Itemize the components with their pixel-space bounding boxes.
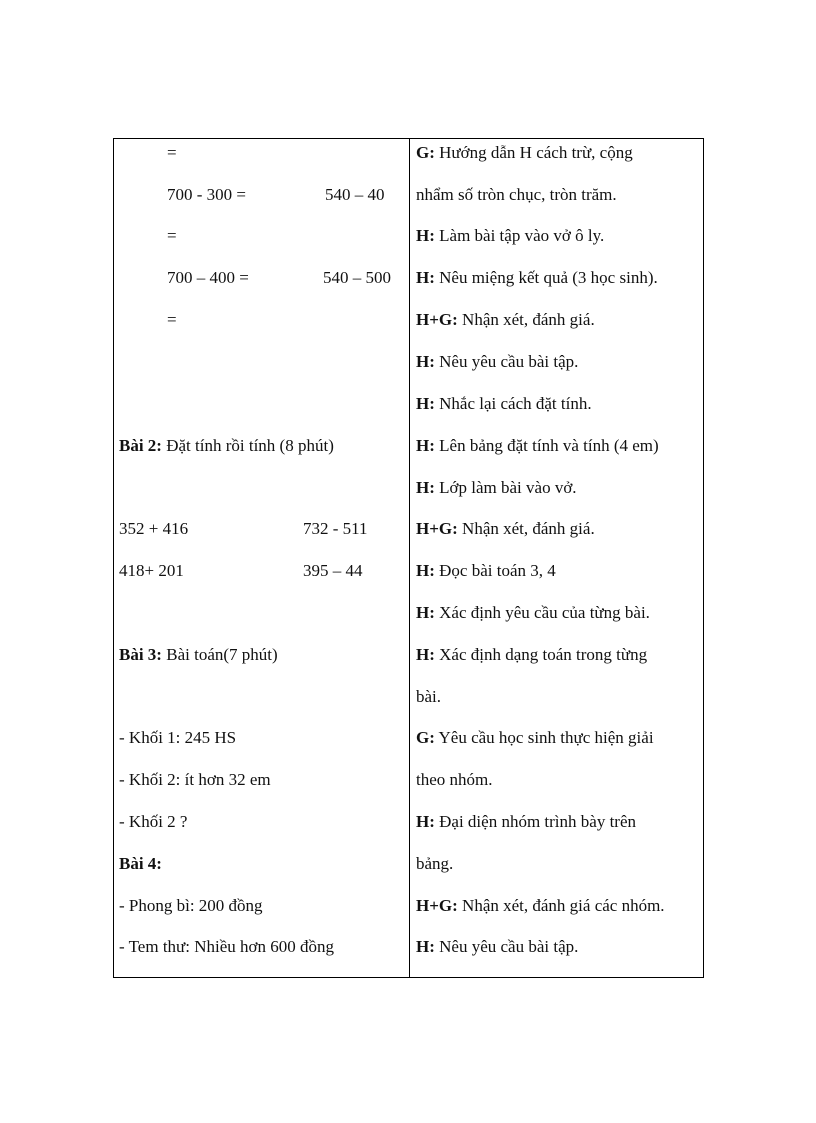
activity-text: Nhận xét, đánh giá. xyxy=(457,310,595,329)
activity-line xyxy=(416,812,636,832)
activity-text: bài. xyxy=(416,687,442,706)
exercise-2-item: 732 - 511 xyxy=(303,519,368,538)
activity-line xyxy=(416,226,604,246)
activity-line xyxy=(416,561,556,581)
activity-text: Lớp làm bài vào vở. xyxy=(434,478,577,497)
activity-text: Nhắc lại cách đặt tính. xyxy=(434,394,592,413)
activity-line xyxy=(416,478,577,498)
activity-line xyxy=(416,436,659,456)
activity-role: H: xyxy=(416,561,435,580)
exercise-3-item: - Khối 2: ít hơn 32 em xyxy=(119,770,271,789)
activity-role: H: xyxy=(416,268,435,287)
activity-role: H: xyxy=(416,603,435,622)
activity-role: G: xyxy=(416,143,435,162)
activity-role: H+G: xyxy=(416,310,458,329)
activity-text: Hướng dẫn H cách trừ, cộng xyxy=(434,143,633,162)
activity-role: H: xyxy=(416,226,435,245)
activity-text: Nêu yêu cầu bài tập. xyxy=(434,352,579,371)
activity-line xyxy=(416,185,617,205)
exercise-2-label: Bài 2: xyxy=(119,436,162,455)
activity-text: Xác định yêu cầu của từng bài. xyxy=(434,603,650,622)
activity-line xyxy=(416,603,650,623)
column-divider xyxy=(409,138,410,978)
activity-role: H: xyxy=(416,436,435,455)
activity-line xyxy=(416,937,578,957)
activity-line xyxy=(416,896,665,916)
exercise-2-item: 395 – 44 xyxy=(303,561,363,580)
exercise-3-title: Bài toán(7 phút) xyxy=(161,645,278,664)
activity-role: H: xyxy=(416,645,435,664)
exercise-4-item: - Tem thư: Nhiều hơn 600 đồng xyxy=(119,937,335,956)
activity-line xyxy=(416,268,658,288)
exercise-1-item: 540 – 500 xyxy=(323,268,391,287)
exercise-3-label: Bài 3: xyxy=(119,645,162,664)
exercise-2-heading xyxy=(119,436,334,456)
exercise-2-title: Đặt tính rồi tính (8 phút) xyxy=(161,436,334,455)
activity-text: Nhận xét, đánh giá. xyxy=(457,519,595,538)
activity-text: bảng. xyxy=(416,854,454,873)
activity-line xyxy=(416,310,595,330)
exercise-3-item: - Khối 1: 245 HS xyxy=(119,728,237,747)
activity-text: Nêu yêu cầu bài tập. xyxy=(434,937,579,956)
equation-tail: = xyxy=(167,226,177,245)
exercise-4-label: Bài 4: xyxy=(119,854,162,873)
exercise-1-item: 540 – 40 xyxy=(325,185,385,204)
activity-line xyxy=(416,770,493,790)
exercise-1-item: 700 - 300 = xyxy=(167,185,246,204)
activity-role: H: xyxy=(416,478,435,497)
equation-tail: = xyxy=(167,143,177,162)
activity-text: Lên bảng đặt tính và tính (4 em) xyxy=(434,436,659,455)
activity-text: nhẩm số tròn chục, tròn trăm. xyxy=(416,185,617,204)
activity-text: theo nhóm. xyxy=(416,770,493,789)
exercise-3-heading xyxy=(119,645,278,665)
activity-line xyxy=(416,143,633,163)
activity-role: H: xyxy=(416,812,435,831)
activity-line xyxy=(416,394,592,414)
exercise-2-item: 352 + 416 xyxy=(119,519,189,538)
activity-line xyxy=(416,687,441,707)
activity-line xyxy=(416,352,578,372)
activity-text: Yêu cầu học sinh thực hiện giải xyxy=(434,728,654,747)
activity-text: Đại diện nhóm trình bày trên xyxy=(434,812,637,831)
activity-role: H+G: xyxy=(416,896,458,915)
activity-line xyxy=(416,854,453,874)
activity-line xyxy=(416,728,654,748)
activity-line xyxy=(416,519,595,539)
activity-role: G: xyxy=(416,728,435,747)
exercise-4-item: - Phong bì: 200 đồng xyxy=(119,896,263,915)
activity-role: H+G: xyxy=(416,519,458,538)
activity-role: H: xyxy=(416,352,435,371)
activity-text: Đọc bài toán 3, 4 xyxy=(434,561,556,580)
activity-role: H: xyxy=(416,937,435,956)
activity-text: Nêu miệng kết quả (3 học sinh). xyxy=(434,268,658,287)
activity-text: Xác định dạng toán trong từng xyxy=(434,645,648,664)
activity-text: Làm bài tập vào vở ô ly. xyxy=(434,226,605,245)
exercise-2-item: 418+ 201 xyxy=(119,561,184,580)
activity-text: Nhận xét, đánh giá các nhóm. xyxy=(457,896,665,915)
exercise-1-item: 700 – 400 = xyxy=(167,268,249,287)
exercise-3-item: - Khối 2 ? xyxy=(119,812,188,831)
activity-line xyxy=(416,645,647,665)
activity-role: H: xyxy=(416,394,435,413)
equation-tail: = xyxy=(167,310,177,329)
